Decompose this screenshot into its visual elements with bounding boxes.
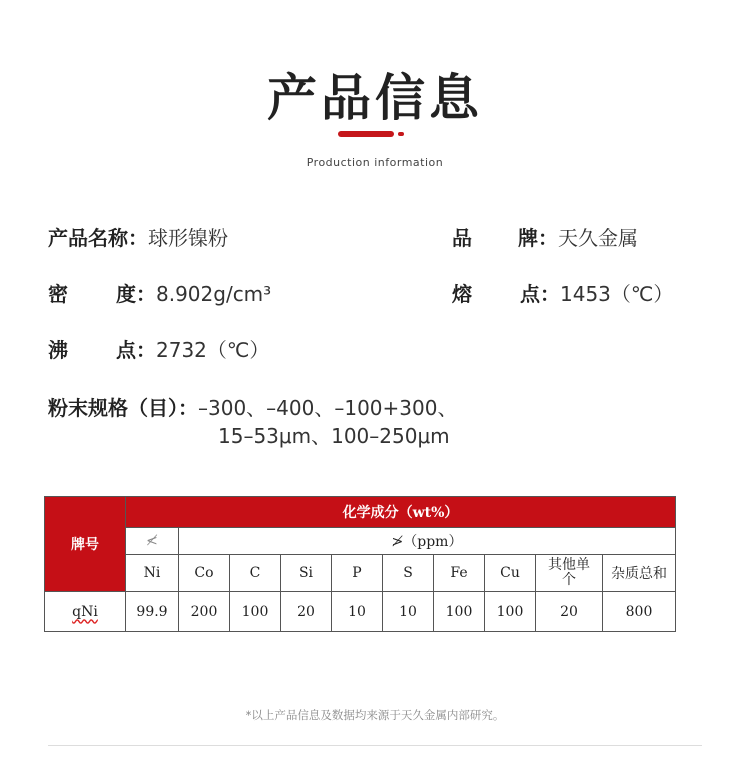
composition-header: 化学成分（wt%） xyxy=(126,497,676,528)
boiling-value: 2732（℃） xyxy=(156,338,270,362)
product-name-label: 产品名称： xyxy=(48,226,148,250)
title-underline-dot xyxy=(398,132,404,136)
boiling-label-b: 点： xyxy=(116,338,156,362)
pct-unit: ≮ xyxy=(126,528,179,555)
boiling-row xyxy=(48,336,269,364)
melting-value: 1453（℃） xyxy=(560,282,674,306)
element-header: Cu xyxy=(485,555,536,592)
page-subtitle: Production information xyxy=(306,156,444,169)
powder-spec-label: 粉末规格（目）： xyxy=(48,396,198,420)
powder-spec-value-2: 15–53μm、100–250μm xyxy=(218,424,450,448)
page-title: 产品信息 xyxy=(267,69,483,127)
brand-cell-value: qNi xyxy=(72,603,98,620)
title-underline xyxy=(338,131,394,137)
bottom-divider xyxy=(48,745,702,746)
brand-header: 牌号 xyxy=(45,497,126,592)
element-header: P xyxy=(332,555,383,592)
density-value: 8.902g/cm³ xyxy=(156,282,272,306)
value-cell: 800 xyxy=(603,592,676,632)
element-header: 其他单个 xyxy=(536,555,603,592)
product-name-value: 球形镍粉 xyxy=(148,226,228,250)
value-cell: 200 xyxy=(179,592,230,632)
melting-row xyxy=(452,280,673,308)
melting-label-b: 点： xyxy=(520,282,560,306)
element-header: C xyxy=(230,555,281,592)
ppm-unit: ≯（ppm） xyxy=(179,528,676,555)
element-header: Ni xyxy=(126,555,179,592)
element-header: 杂质总和 xyxy=(603,555,676,592)
brand-value: 天久金属 xyxy=(558,226,638,250)
value-cell: 99.9 xyxy=(126,592,179,632)
value-cell: 20 xyxy=(536,592,603,632)
value-cell: 20 xyxy=(281,592,332,632)
powder-spec-value-1: –300、–400、–100+300、 xyxy=(198,396,458,420)
powder-spec xyxy=(48,394,457,450)
product-name-row xyxy=(48,224,228,252)
melting-label-a: 熔 xyxy=(452,282,472,306)
value-cell: 100 xyxy=(230,592,281,632)
value-cell: 10 xyxy=(332,592,383,632)
element-header: S xyxy=(383,555,434,592)
table-row xyxy=(45,592,676,632)
density-row xyxy=(48,280,271,308)
density-label-b: 度： xyxy=(116,282,156,306)
brand-label-b: 牌： xyxy=(518,226,558,250)
value-cell: 10 xyxy=(383,592,434,632)
element-header: Fe xyxy=(434,555,485,592)
composition-table xyxy=(44,496,676,632)
brand-cell xyxy=(45,592,126,632)
value-cell: 100 xyxy=(434,592,485,632)
element-header: Si xyxy=(281,555,332,592)
brand-row xyxy=(452,224,638,252)
element-header: Co xyxy=(179,555,230,592)
boiling-label-a: 沸 xyxy=(48,338,68,362)
value-cell: 100 xyxy=(485,592,536,632)
density-label-a: 密 xyxy=(48,282,68,306)
element-row xyxy=(45,555,676,592)
footnote: *以上产品信息及数据均来源于天久金属内部研究。 xyxy=(245,708,505,722)
brand-label-a: 品 xyxy=(452,226,472,250)
